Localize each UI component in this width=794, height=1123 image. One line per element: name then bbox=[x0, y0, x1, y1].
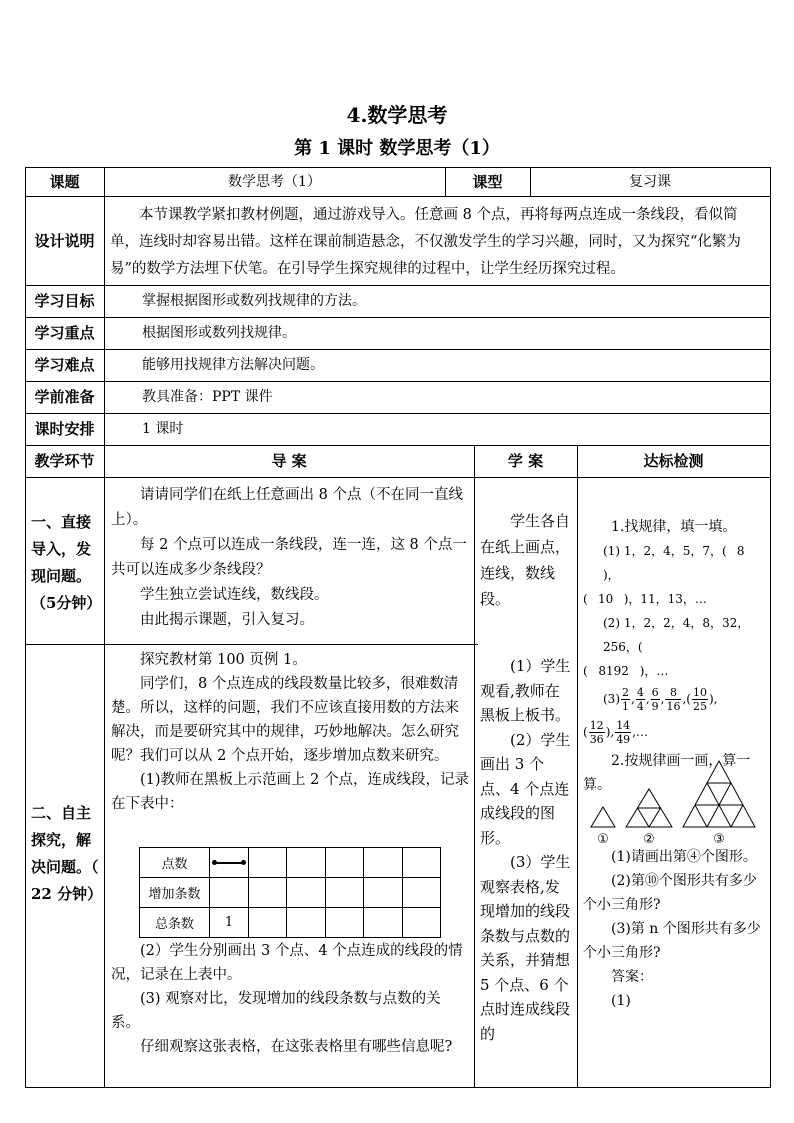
goal-label: 学习目标 bbox=[34, 292, 95, 310]
difficulty-text: 能够用找规律方法解决问题。 bbox=[142, 357, 324, 373]
section1-stage: 一、直接导入，发现问题。（5分钟） bbox=[31, 513, 102, 612]
col-check: 达标检测 bbox=[643, 452, 704, 470]
table-cell bbox=[287, 878, 325, 908]
table-cell bbox=[248, 878, 286, 908]
page-subtitle: 第 1 课时 数学思考（1） bbox=[294, 138, 500, 159]
col-study: 学 案 bbox=[507, 452, 544, 470]
q1-1-text-c: )，11，13，… bbox=[623, 592, 707, 606]
table-row bbox=[140, 878, 441, 908]
prep-label: 学前准备 bbox=[34, 388, 95, 406]
schedule-text: 1 课时 bbox=[142, 421, 184, 437]
prep-text: 教具准备：PPT 课件 bbox=[142, 389, 273, 405]
table-cell bbox=[402, 848, 440, 878]
q1-2-text-b: )，… bbox=[639, 664, 669, 678]
table-cell bbox=[402, 878, 440, 908]
section2-stage: 二、自主探究，解决问题。（ 22 分钟） bbox=[31, 804, 103, 903]
guide-paragraph: 请请同学们在纸上任意画出 8 个点（不在同一直线上）。 bbox=[111, 487, 463, 528]
q2-title: 2.按规律画一画，算一算。 bbox=[583, 753, 751, 793]
study-paragraph: (1）学生观看,教师在黑板上板书。 bbox=[480, 657, 571, 724]
table-cell bbox=[364, 878, 402, 908]
table-cell: 增加条数 bbox=[140, 878, 210, 908]
table-cell bbox=[325, 878, 363, 908]
lesson-table bbox=[25, 167, 771, 1088]
table-cell bbox=[402, 908, 440, 938]
check-q2 bbox=[583, 845, 769, 1013]
fraction-answer: $\frac{10}{25}$ bbox=[692, 686, 707, 713]
fig-label-3: ③ bbox=[713, 832, 725, 847]
guide-paragraph: (3) 观察对比，发现增加的线段条数与点数的关系。 bbox=[111, 991, 441, 1031]
triangle-figure-2 bbox=[626, 789, 672, 827]
guide-paragraph: (2）学生分别画出 3 个点、4 个点连成的线段的情况，记录在上表中。 bbox=[111, 943, 463, 983]
guide-paragraph: 同学们，8 个点连成的线段数量比较多，很难数清楚。所以，这样的问题，我们不应该直接用数的方法来解决，而是要研究其中的规律，巧妙地解决。怎么研究呢？我们可以从 2 个点开始，逐步增加点数来研究。 bbox=[111, 676, 459, 764]
table-cell bbox=[325, 908, 363, 938]
col-stage: 教学环节 bbox=[34, 452, 95, 470]
fraction-answer: $\frac{12}{36}$ bbox=[589, 719, 604, 746]
difficulty-label: 学习难点 bbox=[34, 356, 95, 374]
table-cell bbox=[210, 878, 249, 908]
fraction: $\frac{2}{1}$ bbox=[622, 686, 629, 713]
answer-label: 答案： bbox=[611, 969, 653, 985]
q1-2: (2) 1，2，2，4，8，32，256，( bbox=[603, 616, 750, 654]
table-cell bbox=[248, 848, 286, 878]
q1-3-cont: ( $\frac{12}{36}$ ), $\frac{14}{49}$ ,… bbox=[583, 719, 649, 746]
fraction: $\frac{4}{4}$ bbox=[636, 686, 644, 713]
q1-3-prefix: (3) bbox=[603, 692, 620, 706]
focus-label: 学习重点 bbox=[34, 324, 95, 342]
guide-paragraph: 仔细观察这张表格，在这张表格里有哪些信息呢? bbox=[140, 1039, 453, 1055]
guide-paragraph: 每 2 个点可以连成一条线段，连一连，这 8 个点一共可以连成多少条线段？ bbox=[111, 537, 467, 578]
triangle-figure-1 bbox=[591, 807, 615, 827]
q1-3: (3) $\frac{2}{1}$ , $\frac{4}{4}$ , $\frac{6}{9}$ , $\frac{8}{16}$ ,( $\frac{10}{25}$ ), bbox=[603, 686, 718, 713]
q1-1-answer2: 10 bbox=[598, 592, 614, 606]
fraction: $\frac{8}{16}$ bbox=[666, 686, 681, 713]
q2-3: (3)第 n 个图形共有多少个小三角形? bbox=[583, 921, 761, 961]
table-cell: 1 bbox=[210, 908, 249, 938]
check-content bbox=[583, 515, 769, 797]
section2-guide-top bbox=[111, 648, 469, 816]
q2-2: (2)第⑩个图形共有多少个小三角形? bbox=[583, 873, 757, 913]
table-cell bbox=[364, 908, 402, 938]
q1-1-answer1: 8 bbox=[736, 544, 745, 558]
fraction: $\frac{6}{9}$ bbox=[651, 686, 659, 713]
triangle-figure-3 bbox=[683, 761, 755, 827]
section2-guide-bottom bbox=[111, 939, 469, 1059]
study-paragraph: (2）学生画出 3 个点、4 个点连成线段的图形。 bbox=[480, 730, 571, 847]
q1-1 bbox=[583, 539, 769, 587]
table-cell bbox=[325, 848, 363, 878]
section2-study bbox=[480, 654, 573, 1046]
q1-2-cont: ( 8192 )，… bbox=[583, 659, 769, 683]
q1-1-text-b: )， bbox=[603, 568, 620, 582]
table-cell bbox=[287, 848, 325, 878]
q1-title: 1.找规律，填一填。 bbox=[611, 519, 737, 535]
section1-study: 学生各自在纸上画点，连线，数线段。 bbox=[480, 512, 571, 608]
record-table bbox=[139, 847, 441, 938]
q1-2-answer: 8192 bbox=[598, 664, 629, 678]
table-cell bbox=[210, 848, 249, 878]
col-guide: 导 案 bbox=[271, 452, 307, 470]
fig-label-2: ② bbox=[643, 832, 655, 847]
table-row bbox=[140, 848, 441, 878]
topic-value: 数学思考（1） bbox=[228, 174, 321, 190]
topic-label: 课题 bbox=[49, 173, 80, 191]
table-row bbox=[140, 908, 441, 938]
fig-label-1: ① bbox=[597, 832, 609, 847]
type-label: 课型 bbox=[472, 173, 503, 191]
goal-text: 掌握根据图形或数列找规律的方法。 bbox=[142, 293, 366, 309]
table-cell bbox=[364, 848, 402, 878]
design-text: 本节课教学紧扣教材例题，通过游戏导入。任意画 8 个点，再将每两点连成一条线段，看似简单，连线时却容易出错。这样在课前制造悬念，不仅激发学生的学习兴趣，同时，又为探究“化繁为易”的数学方法埋下伏笔。在引导学生探究规律的过程中，让学生经历探究过程。 bbox=[110, 207, 741, 277]
table-cell: 点数 bbox=[140, 848, 210, 878]
table-cell: 总条数 bbox=[140, 908, 210, 938]
focus-text: 根据图形或数列找规律。 bbox=[142, 325, 296, 341]
design-label: 设计说明 bbox=[34, 232, 95, 250]
study-paragraph: (3）学生观察表格,发现增加的线段条数与点数的关系，并猜想 5 个点、6 个点时连成线段的 bbox=[480, 853, 571, 1043]
line-segment-icon bbox=[214, 862, 244, 864]
guide-paragraph: 由此揭示课题，引入复习。 bbox=[140, 612, 314, 628]
section1-guide bbox=[111, 483, 469, 633]
table-cell bbox=[287, 908, 325, 938]
page-title: 4.数学思考 bbox=[346, 103, 448, 127]
fraction: $\frac{14}{49}$ bbox=[616, 719, 631, 746]
table-cell bbox=[248, 908, 286, 938]
schedule-label: 课时安排 bbox=[34, 420, 95, 438]
q1-1-text: (1) 1，2，4，5，7，( bbox=[603, 544, 727, 558]
q2-1: (1)请画出第④个图形。 bbox=[611, 849, 757, 865]
triangle-figures bbox=[583, 757, 769, 847]
answer-1: (1) bbox=[611, 993, 631, 1009]
guide-paragraph: 探究教材第 100 页例 1。 bbox=[140, 652, 307, 668]
q1-1-cont: ( 10 )，11，13，… bbox=[583, 587, 769, 611]
type-value: 复习课 bbox=[629, 174, 671, 190]
guide-paragraph: 学生独立尝试连线，数线段。 bbox=[140, 587, 329, 603]
guide-paragraph: (1)教师在黑板上示范画上 2 个点，连成线段，记录在下表中： bbox=[111, 772, 469, 812]
